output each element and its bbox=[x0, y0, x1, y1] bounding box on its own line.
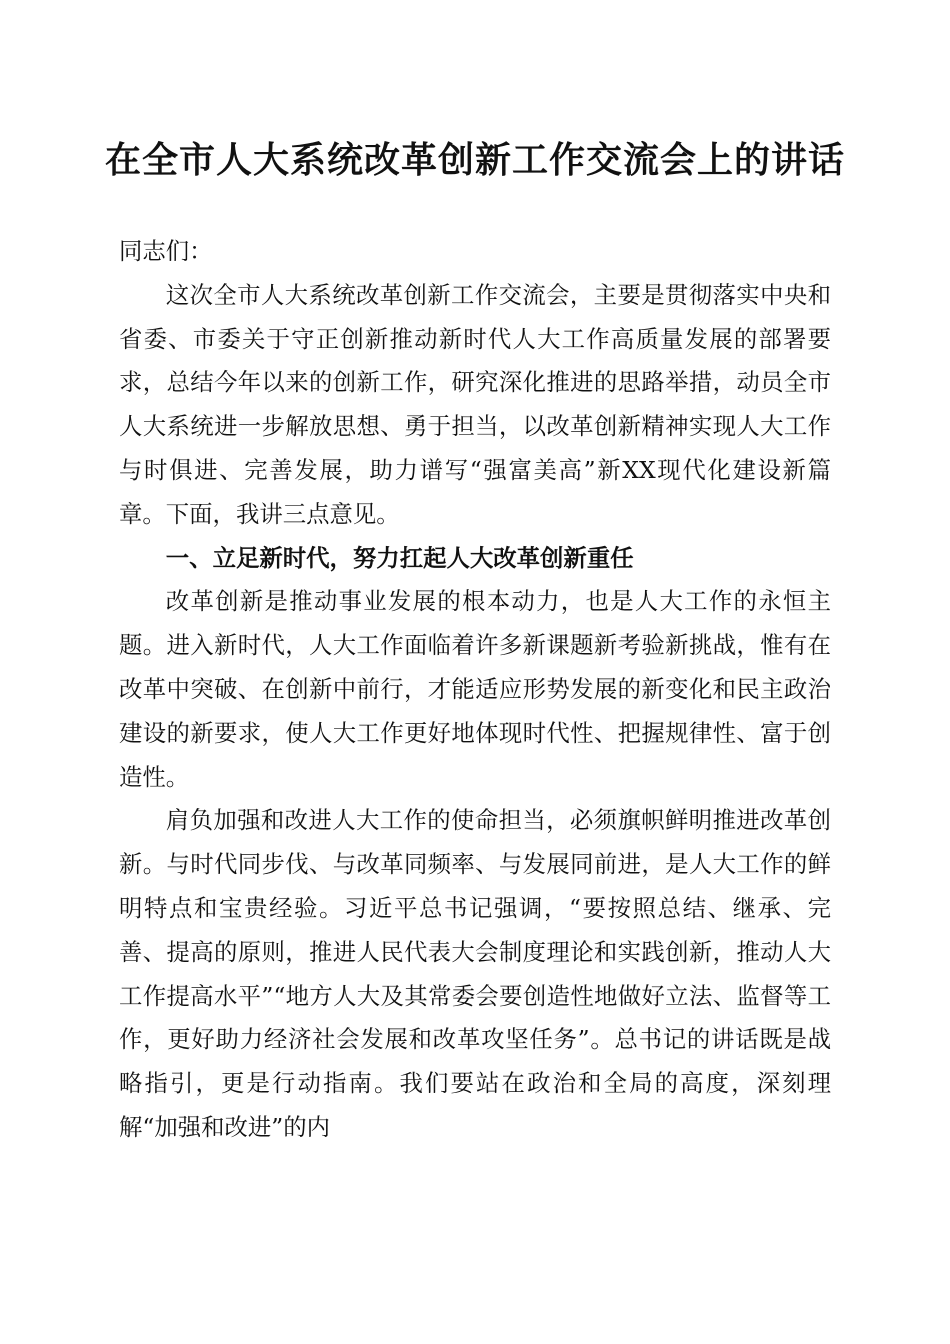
document-title: 在全市人大系统改革创新工作交流会上的讲话 bbox=[104, 139, 845, 181]
section-heading-1: 一、立足新时代，努力扛起人大改革创新重任 bbox=[165, 543, 634, 572]
paragraph-section1-2: 肩负加强和改进人大工作的使命担当，必须旗帜鲜明推进改革创新。与时代同步伐、与改革同频率、与发展同前进，是人大工作的鲜明特点和宝贵经验。习近平总书记强调，“要按照总结、继承、完善、提高的原则，推进人民代表大会制度理论和实践创新，推动人大工作提高水平”“地方人大及其常委会要创造性地做好立法、监督等工作，更好助力经济社会发展和改革攻坚任务”。总书记的讲话既是战略指引，更是行动指南。我们要站在政治和全局的高度，深刻理解“加强和改进”的内 bbox=[119, 806, 831, 1141]
paragraph-intro: 这次全市人大系统改革创新工作交流会，主要是贯彻落实中央和省委、市委关于守正创新推动新时代人大工作高质量发展的部署要求，总结今年以来的创新工作，研究深化推进的思路举措，动员全市人大系统进一步解放思想、勇于担当，以改革创新精神实现人大工作与时俱进、完善发展，助力谱写“强富美高”新XX现代化建设新篇章。下面，我讲三点意见。 bbox=[119, 280, 831, 528]
salutation: 同志们： bbox=[119, 237, 213, 265]
document-body bbox=[119, 230, 831, 1150]
paragraph-section1-1: 改革创新是推动事业发展的根本动力，也是人大工作的永恒主题。进入新时代，人大工作面临着许多新课题新考验新挑战，惟有在改革中突破、在创新中前行，才能适应形势发展的新变化和民主政治建设的新要求，使人大工作更好地体现时代性、把握规律性、富于创造性。 bbox=[119, 587, 831, 791]
